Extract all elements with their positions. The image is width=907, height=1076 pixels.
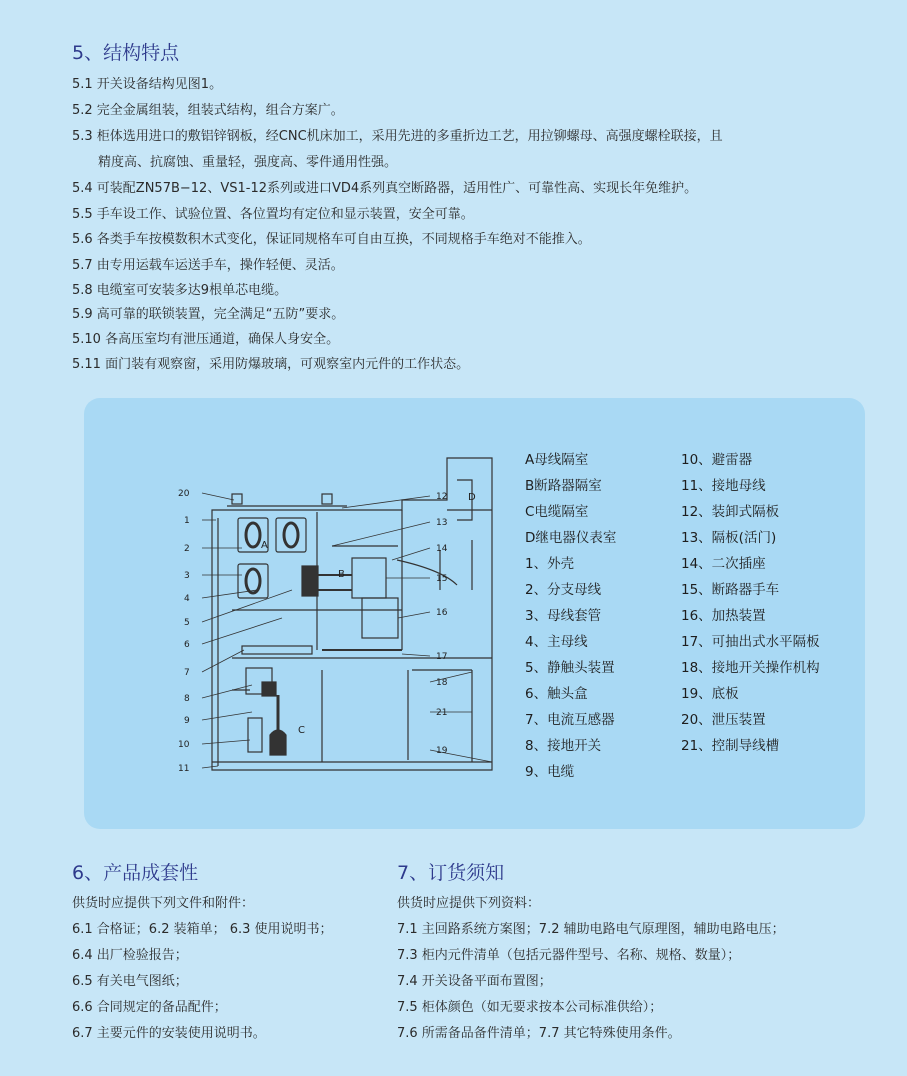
legend-item: 12、装卸式隔板 <box>681 504 780 520</box>
list-item: 5.6 各类手车按模数积木式变化，保证同规格车可自由互换，不同规格手车绝对不能推入。 <box>72 232 591 247</box>
list-item: 6.4 出厂检验报告； <box>72 948 188 963</box>
section-6-heading: 6、产品成套性 <box>72 862 199 884</box>
list-item: 6.5 有关电气图纸； <box>72 974 188 989</box>
list-item: 5.10 各高压室均有泄压通道，确保人身安全。 <box>72 332 340 347</box>
list-item: 5.8 电缆室可安装多达9根单芯电缆。 <box>72 283 288 298</box>
callout-7: 7 <box>184 668 190 678</box>
legend-item: 2、分支母线 <box>525 582 602 598</box>
legend-item: 11、接地母线 <box>681 478 766 494</box>
callout-10: 10 <box>178 740 190 750</box>
legend-item: 18、接地开关操作机构 <box>681 660 820 676</box>
callout-16: 16 <box>436 608 448 618</box>
legend-item: 14、二次插座 <box>681 556 766 572</box>
legend-item: 7、电流互感器 <box>525 712 615 728</box>
callout-8: 8 <box>184 694 190 704</box>
room-label-b: B <box>338 569 345 580</box>
list-item: 5.11 面门装有观察窗，采用防爆玻璃，可观察室内元件的工作状态。 <box>72 357 470 372</box>
callout-2: 2 <box>184 544 190 554</box>
legend-item: 8、接地开关 <box>525 738 602 754</box>
legend-item: 1、外壳 <box>525 556 575 572</box>
list-item: 6.7 主要元件的安装使用说明书。 <box>72 1026 266 1041</box>
legend-item: 13、隔板(活门) <box>681 530 777 546</box>
list-item: 5.1 开关设备结构见图1。 <box>72 77 223 92</box>
legend-item: 15、断路器手车 <box>681 582 780 598</box>
list-item: 5.2 完全金属组装，组装式结构，组合方案广。 <box>72 103 344 118</box>
list-item: 7.6 所需备品备件清单；7.7 其它特殊使用条件。 <box>397 1026 681 1041</box>
switchgear-diagram <box>172 450 502 830</box>
callout-17: 17 <box>436 652 448 662</box>
list-item: 供货时应提供下列文件和附件： <box>72 896 255 911</box>
callout-14: 14 <box>436 544 448 554</box>
list-item: 5.3 柜体选用进口的敷铝锌钢板，经CNC机床加工，采用先进的多重折边工艺，用拉铆螺母、高强度螺栓联接，且 <box>72 129 723 144</box>
list-item: 5.4 可装配ZN57B−12、VS1-12系列或进口VD4系列真空断路器，适用性广、可靠性高、实现长年免维护。 <box>72 181 698 196</box>
list-item: 7.4 开关设备平面布置图； <box>397 974 552 989</box>
legend-item: B断路器隔室 <box>525 478 602 494</box>
callout-9: 9 <box>184 716 190 726</box>
room-label-d: D <box>468 492 476 503</box>
list-item: 6.1 合格证；6.2 装箱单； 6.3 使用说明书； <box>72 922 333 937</box>
callout-21: 21 <box>436 708 448 718</box>
room-label-c: C <box>298 725 305 736</box>
callout-11: 11 <box>178 764 190 774</box>
callout-5: 5 <box>184 618 190 628</box>
legend-item: 3、母线套管 <box>525 608 602 624</box>
legend-item: 19、底板 <box>681 686 739 702</box>
callout-19: 19 <box>436 746 448 756</box>
legend-item: 6、触头盒 <box>525 686 588 702</box>
callout-1: 1 <box>184 516 190 526</box>
list-item: 5.5 手车设工作、试验位置、各位置均有定位和显示装置，安全可靠。 <box>72 207 474 222</box>
legend-item: 17、可抽出式水平隔板 <box>681 634 820 650</box>
callout-15: 15 <box>436 574 448 584</box>
list-item: 精度高、抗腐蚀、重量轻，强度高、零件通用性强。 <box>98 155 398 170</box>
legend-item: 20、泄压装置 <box>681 712 766 728</box>
room-label-a: A <box>261 540 268 551</box>
list-item: 7.3 柜内元件清单（包括元器件型号、名称、规格、数量）； <box>397 948 741 963</box>
legend-item: 16、加热装置 <box>681 608 766 624</box>
list-item: 6.6 合同规定的备品配件； <box>72 1000 227 1015</box>
callout-20: 20 <box>178 489 190 499</box>
callout-3: 3 <box>184 571 190 581</box>
callout-18: 18 <box>436 678 448 688</box>
legend-item: 10、避雷器 <box>681 452 753 468</box>
callout-12: 12 <box>436 492 448 502</box>
section-7-heading: 7、订货须知 <box>397 862 505 884</box>
section-5-heading: 5、结构特点 <box>72 42 180 64</box>
callout-13: 13 <box>436 518 448 528</box>
list-item: 5.7 由专用运载车运送手车，操作轻便、灵活。 <box>72 258 344 273</box>
legend-item: 9、电缆 <box>525 764 575 780</box>
legend-item: C电缆隔室 <box>525 504 589 520</box>
list-item: 7.1 主回路系统方案图；7.2 辅助电路电气原理图，辅助电路电压； <box>397 922 785 937</box>
legend-item: D继电器仪表室 <box>525 530 617 546</box>
legend-item: A母线隔室 <box>525 452 589 468</box>
list-item: 5.9 高可靠的联锁装置，完全满足“五防”要求。 <box>72 307 345 322</box>
list-item: 供货时应提供下列资料： <box>397 896 541 911</box>
legend-item: 4、主母线 <box>525 634 588 650</box>
callout-4: 4 <box>184 594 190 604</box>
diagram-panel <box>84 398 865 829</box>
callout-6: 6 <box>184 640 190 650</box>
legend-item: 5、静触头装置 <box>525 660 615 676</box>
legend-item: 21、控制导线槽 <box>681 738 780 754</box>
list-item: 7.5 柜体颜色（如无要求按本公司标准供给）； <box>397 1000 663 1015</box>
